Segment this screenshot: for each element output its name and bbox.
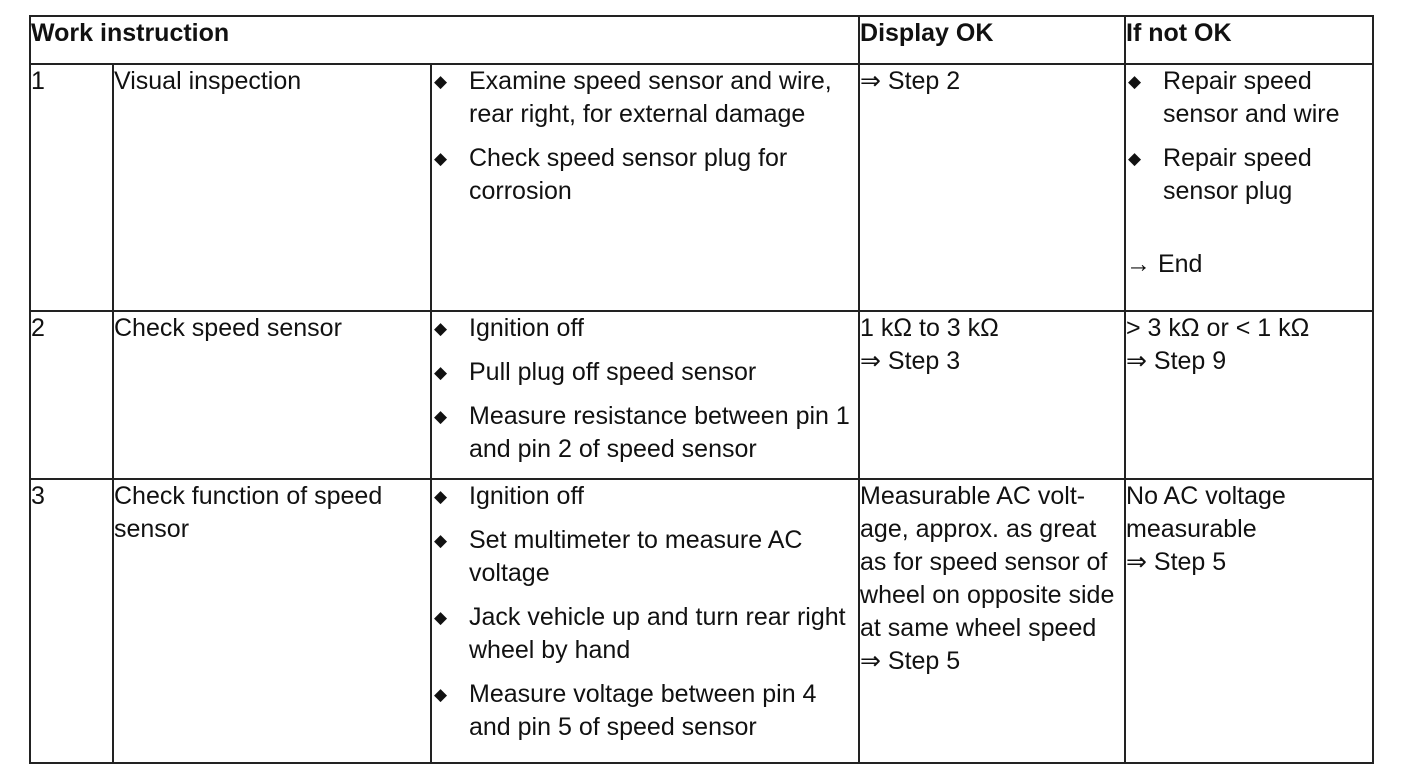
- display-ok-next-step: ⇒ Step 5: [860, 647, 961, 675]
- diamond-bullet-icon: ◆: [1128, 72, 1142, 91]
- if-not-ok-cell: [1125, 479, 1373, 763]
- step-number: 1: [30, 64, 113, 311]
- if-not-ok-next-step: ⇒ Step 9: [1126, 347, 1227, 375]
- work-instruction-table: [29, 15, 1374, 764]
- remedy-item: ◆ Repair speed sensor and wire: [1128, 67, 1340, 128]
- diamond-bullet-icon: ◆: [434, 363, 448, 382]
- table-row: [30, 479, 1373, 763]
- header-if-not-ok: If not OK: [1125, 16, 1373, 64]
- diamond-bullet-icon: ◆: [434, 531, 448, 550]
- display-ok-text: ⇒ Step 2: [860, 67, 961, 95]
- if-not-ok-text: No AC voltage measurable: [1126, 482, 1286, 543]
- step-title: Check function of speed sensor: [113, 479, 431, 763]
- diamond-bullet-icon: ◆: [434, 72, 448, 91]
- display-ok-text: Measurable AC volt-age, approx. as great as for speed sensor of wheel on opposite side at same wheel speed: [860, 482, 1115, 642]
- instruction-item: ◆ Ignition off: [432, 480, 858, 513]
- diamond-bullet-icon: ◆: [434, 608, 448, 627]
- instruction-item: ◆ Measure resistance between pin 1 and pin 2 of speed sensor: [434, 402, 850, 463]
- step-instructions: [431, 479, 859, 763]
- step-number: 3: [30, 479, 113, 763]
- remedy-item: ◆ Repair speed sensor plug: [1128, 144, 1312, 205]
- table-row: [30, 311, 1373, 479]
- diamond-bullet-icon: ◆: [434, 487, 448, 506]
- step-number: 2: [30, 311, 113, 479]
- if-not-ok-next-step: ⇒ Step 5: [1126, 548, 1227, 576]
- diamond-bullet-icon: ◆: [434, 149, 448, 168]
- instruction-item: ◆ Examine speed sensor and wire, rear right, for external damage: [434, 67, 832, 128]
- if-not-ok-text: > 3 kΩ or < 1 kΩ: [1126, 314, 1310, 342]
- header-work-instruction: Work instruction: [30, 16, 859, 64]
- diamond-bullet-icon: ◆: [1128, 149, 1142, 168]
- step-instructions: [431, 311, 859, 479]
- step-title: Visual inspection: [113, 64, 431, 311]
- diamond-bullet-icon: ◆: [434, 407, 448, 426]
- display-ok-cell: [859, 64, 1125, 311]
- instruction-item: ◆ Pull plug off speed sensor: [432, 356, 858, 389]
- end-text: → End: [1126, 250, 1203, 278]
- if-not-ok-cell: [1125, 311, 1373, 479]
- instruction-item: ◆ Set multimeter to measure AC voltage: [434, 526, 803, 587]
- if-not-ok-cell: [1125, 64, 1373, 311]
- step-instructions: [431, 64, 859, 311]
- instruction-item: ◆ Ignition off: [432, 312, 858, 345]
- step-title: Check speed sensor: [113, 311, 431, 479]
- table-row: [30, 64, 1373, 311]
- display-ok-next-step: ⇒ Step 3: [860, 347, 961, 375]
- instruction-item: ◆ Jack vehicle up and turn rear right wheel by hand: [434, 603, 846, 664]
- display-ok-cell: [859, 311, 1125, 479]
- instruction-item: ◆ Measure voltage between pin 4 and pin 5 of speed sensor: [434, 680, 817, 741]
- header-row: [30, 16, 1373, 64]
- diamond-bullet-icon: ◆: [434, 319, 448, 338]
- header-display-ok: Display OK: [859, 16, 1125, 64]
- diamond-bullet-icon: ◆: [434, 685, 448, 704]
- display-ok-cell: [859, 479, 1125, 763]
- display-ok-text: 1 kΩ to 3 kΩ: [860, 314, 999, 342]
- instruction-item: ◆ Check speed sensor plug for corrosion: [434, 144, 788, 205]
